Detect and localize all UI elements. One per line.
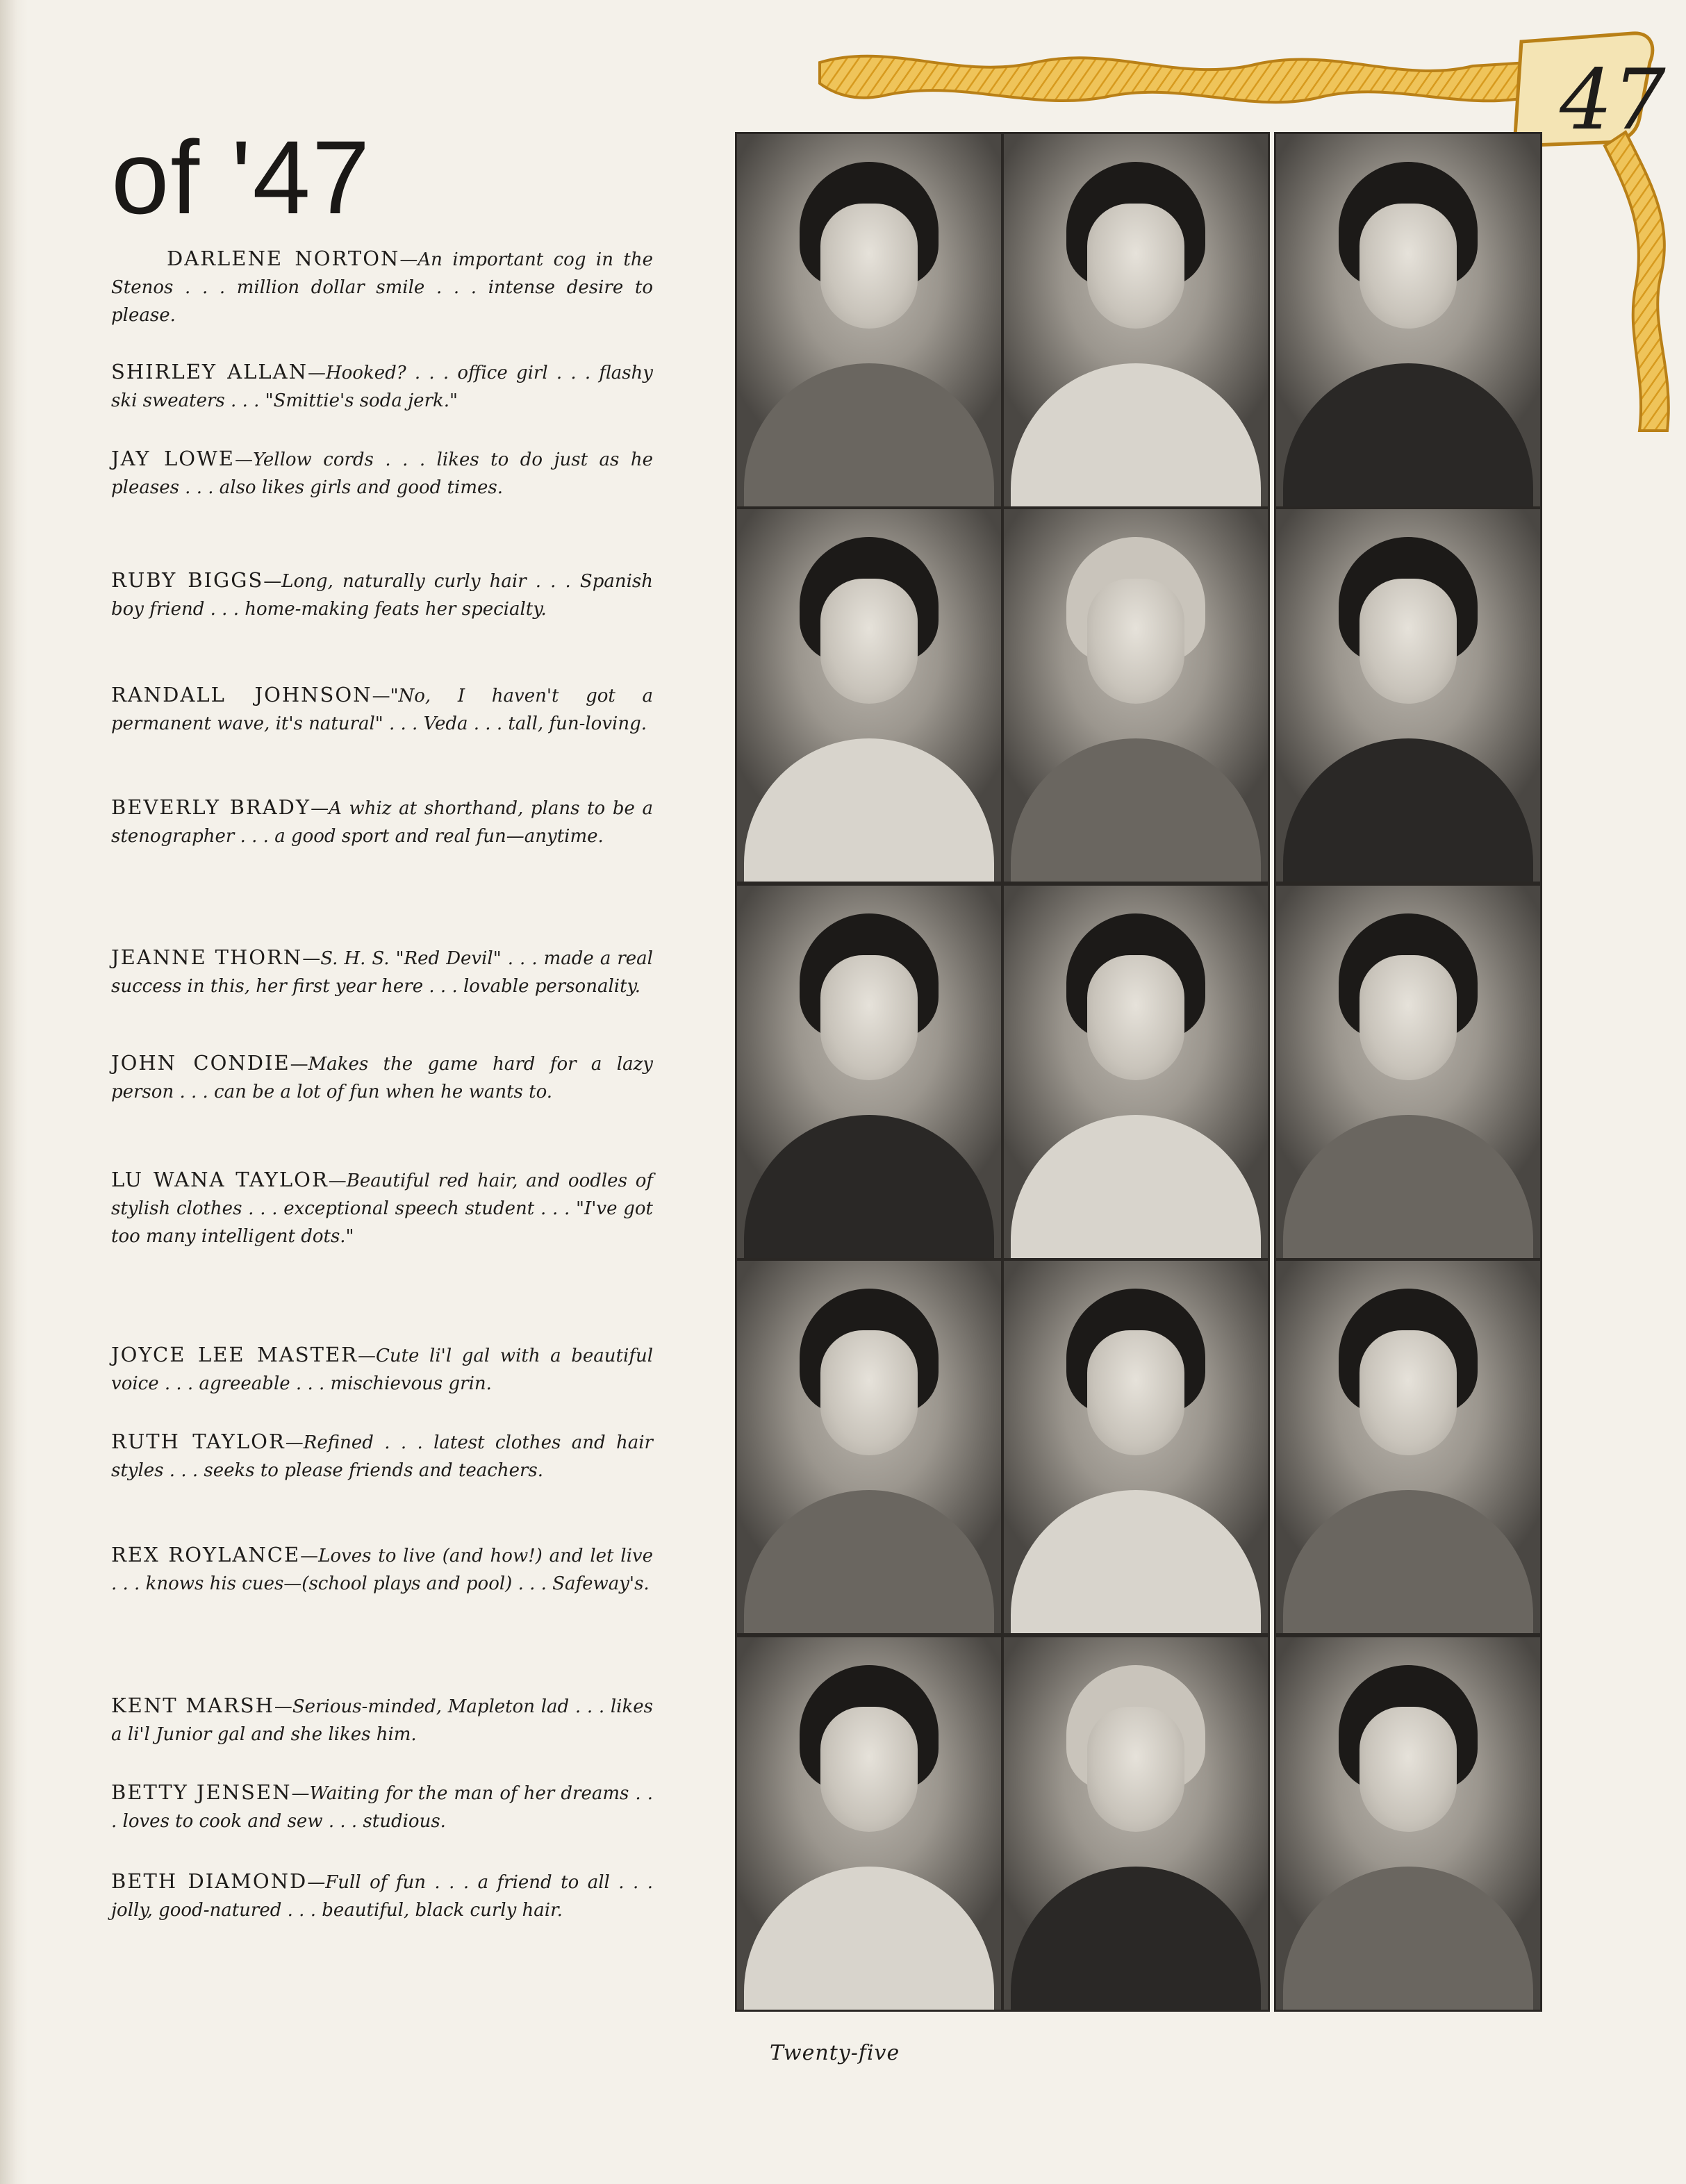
bio-jeanne-thorn: JEANNE THORN—S. H. S. "Red Devil" . . . made a real success in this, her first year here . . . lovable personality. [111, 945, 653, 997]
bio-jay-lowe: JAY LOWE—Yellow cords . . . likes to do just as he pleases . . . also likes girls and good times. [111, 447, 653, 498]
bio-joyce-lee-master: JOYCE LEE MASTER—Cute li'l gal with a beautiful voice . . . agreeable . . . mischievous grin. [111, 1343, 654, 1394]
bio-shirley-allan: SHIRLEY ALLAN—Hooked? . . . office girl . . . flashy ski sweaters . . . "Smittie's soda jerk." [111, 360, 653, 411]
portrait-betty-jensen [1002, 1635, 1270, 2012]
portrait-shirley-allan [1002, 132, 1270, 508]
page-title: of '47 [111, 119, 372, 235]
bio-darlene-norton: DARLENE NORTON—An important cog in the Stenos . . . million dollar smile . . . intense desire to please. [111, 247, 654, 326]
bio-beverly-brady: BEVERLY BRADY—A whiz at shorthand, plans to be a stenographer . . . a good sport and real fun—anytime. [111, 795, 653, 847]
portrait-john-condie [1002, 884, 1270, 1260]
portrait-jay-lowe [1274, 132, 1542, 508]
portrait-beverly-brady [1274, 507, 1542, 884]
bio-ruby-biggs: RUBY BIGGS—Long, naturally curly hair . . . Spanish boy friend . . . home-making feats her specialty. [111, 568, 653, 620]
bio-rex-roylance: REX ROYLANCE—Loves to live (and how!) and let live . . . knows his cues—(school plays and pool) . . . Safeway's. [111, 1543, 653, 1594]
portrait-kent-marsh [735, 1635, 1003, 2012]
bio-randall-johnson: RANDALL JOHNSON—"No, I haven't got a permanent wave, it's natural" . . . Veda . . . tall, fun-loving. [111, 683, 653, 734]
portrait-ruby-biggs [735, 507, 1003, 884]
bio-lu-wana-taylor: LU WANA TAYLOR—Beautiful red hair, and oodles of stylish clothes . . . exceptional speech student . . . "I've got too many intelligent dots." [111, 1168, 653, 1247]
emblem-number: 47 [1560, 52, 1666, 149]
bio-beth-diamond: BETH DIAMOND—Full of fun . . . a friend to all . . . jolly, good-natured . . . beautiful, black curly hair. [111, 1869, 653, 1921]
portrait-joyce-lee-master [735, 1259, 1003, 1635]
portrait-lu-wana-taylor [1274, 884, 1542, 1260]
portrait-darlene-norton [735, 132, 1003, 508]
bio-ruth-taylor: RUTH TAYLOR—Refined . . . latest clothes and hair styles . . . seeks to please friends and teachers. [111, 1430, 653, 1481]
portrait-rex-roylance [1274, 1259, 1542, 1635]
portrait-randall-johnson [1002, 507, 1270, 884]
portrait-ruth-taylor [1002, 1259, 1270, 1635]
page-edge-shadow [0, 0, 28, 2184]
bio-betty-jensen: BETTY JENSEN—Waiting for the man of her dreams . . . loves to cook and sew . . . studious. [111, 1780, 653, 1832]
portrait-jeanne-thorn [735, 884, 1003, 1260]
portrait-beth-diamond [1274, 1635, 1542, 2012]
bio-kent-marsh: KENT MARSH—Serious-minded, Mapleton lad . . . likes a li'l Junior gal and she likes him. [111, 1694, 653, 1745]
page-number-footer: Twenty-five [770, 2041, 900, 2065]
bio-john-condie: JOHN CONDIE—Makes the game hard for a lazy person . . . can be a lot of fun when he wants to. [111, 1051, 653, 1102]
